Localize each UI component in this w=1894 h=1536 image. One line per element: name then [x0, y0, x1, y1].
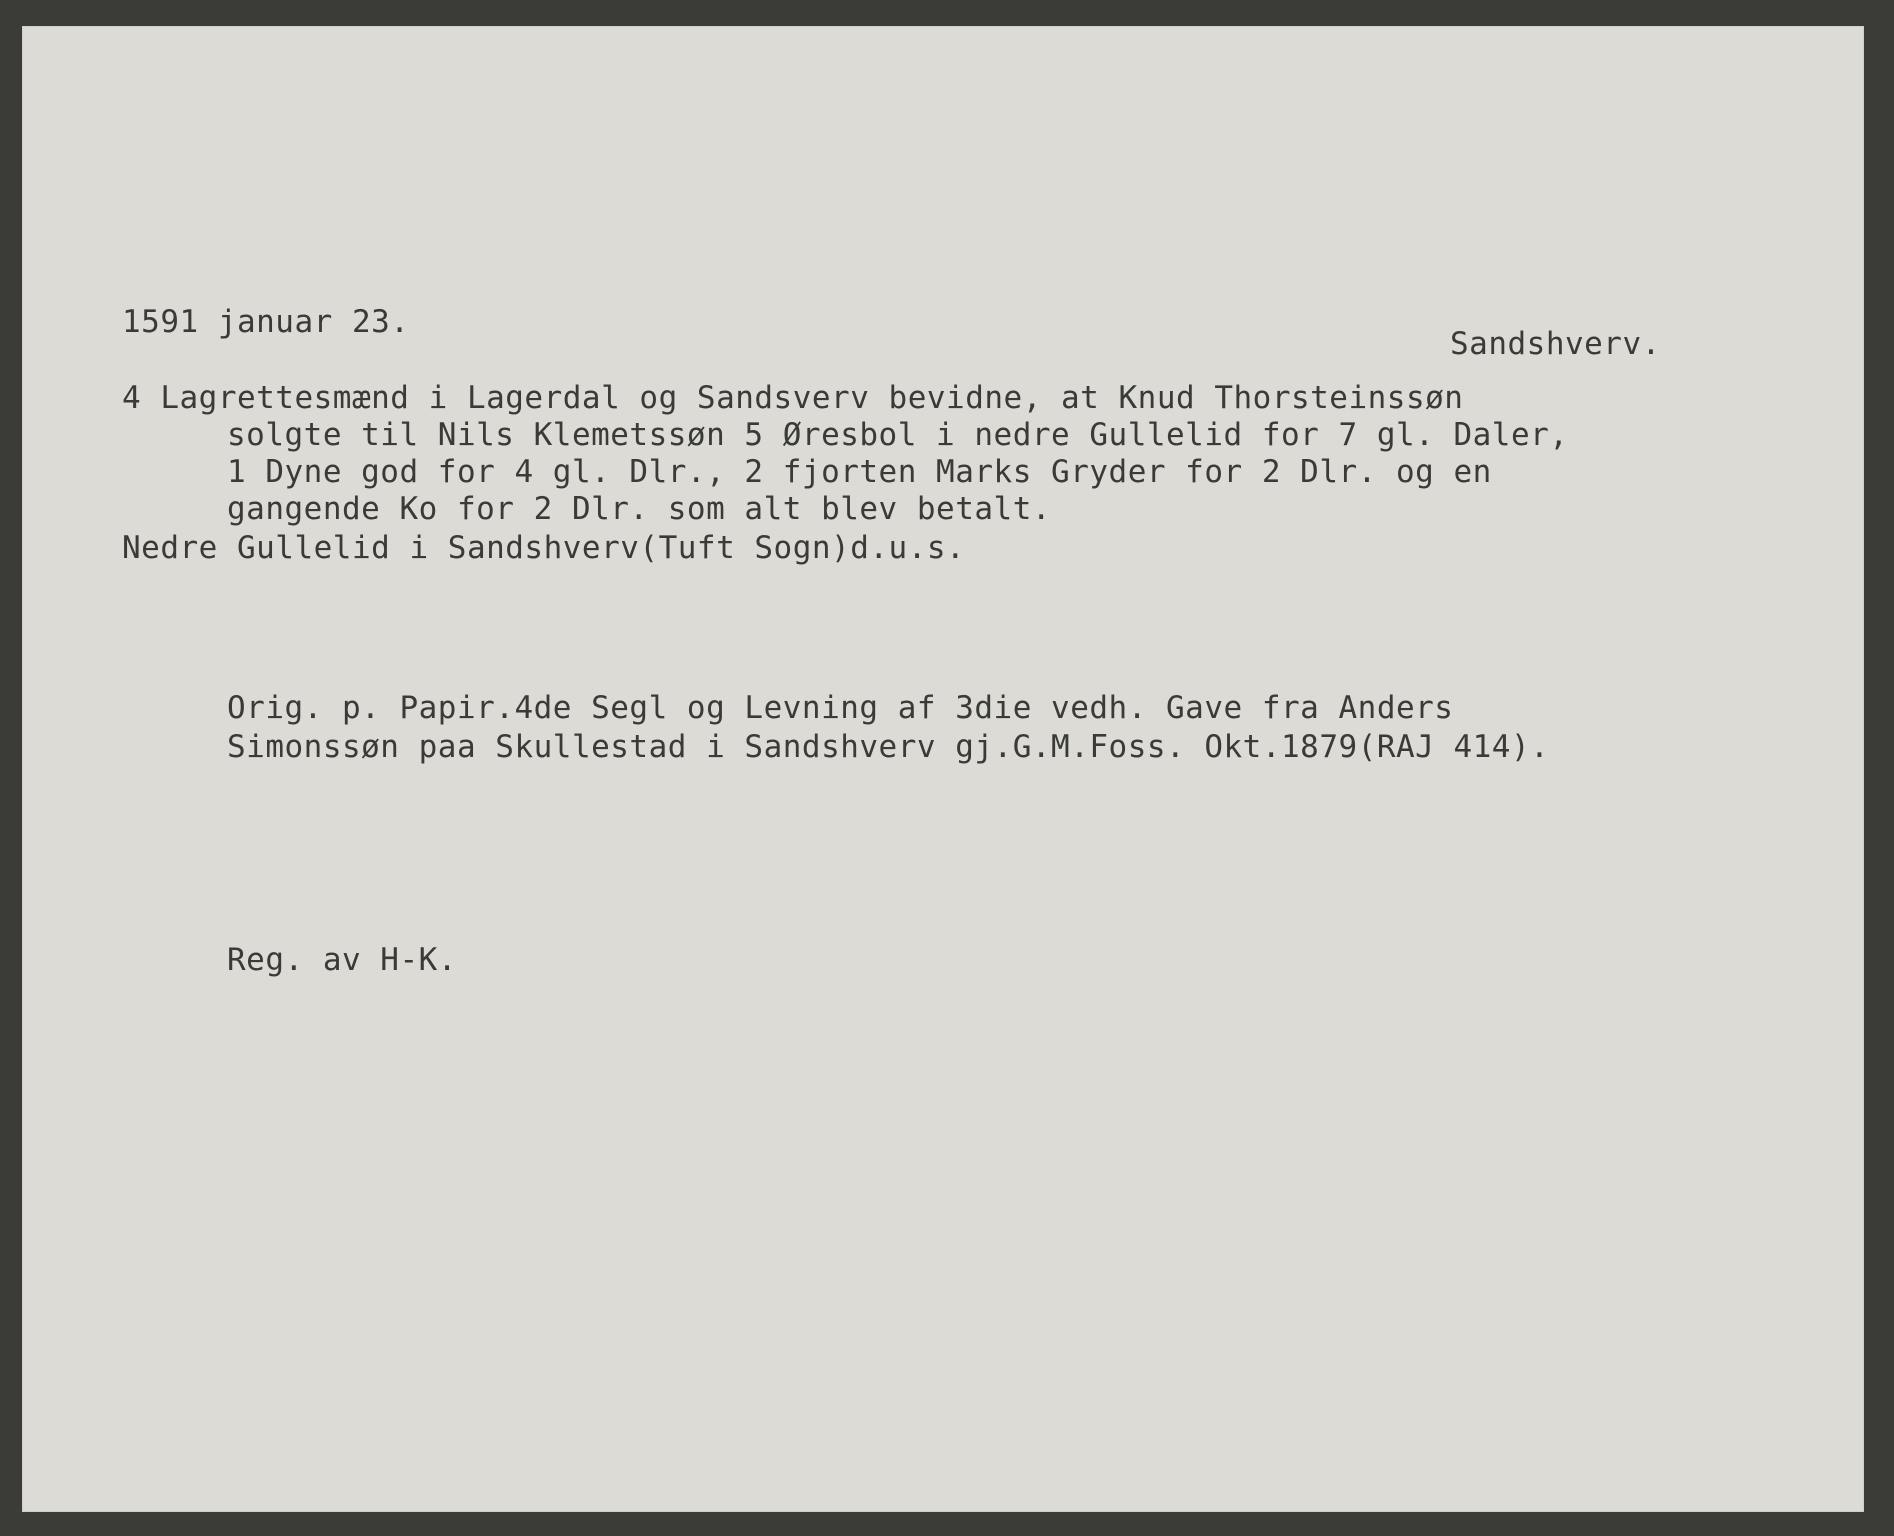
archive-card — [22, 26, 1864, 1512]
summary-line: solgte til Nils Klemetssøn 5 Øresbol i nedre Gullelid for 7 gl. Daler, — [227, 417, 1569, 453]
document-place: Sandshverv. — [1450, 326, 1661, 362]
location-note: Nedre Gullelid i Sandshverv(Tuft Sogn)d.u.s. — [122, 530, 966, 566]
origin-line: Simonssøn paa Skullestad i Sandshverv gj.G.M.Foss. Okt.1879(RAJ 414). — [227, 729, 1550, 765]
registration-note: Reg. av H-K. — [227, 942, 457, 978]
summary-line: 4 Lagrettesmænd i Lagerdal og Sandsverv bevidne, at Knud Thorsteinssøn — [122, 380, 1464, 416]
summary-line: 1 Dyne god for 4 gl. Dlr., 2 fjorten Marks Gryder for 2 Dlr. og en — [227, 454, 1492, 490]
summary-line: gangende Ko for 2 Dlr. som alt blev betalt. — [227, 491, 1052, 527]
origin-line: Orig. p. Papir.4de Segl og Levning af 3die vedh. Gave fra Anders — [227, 690, 1454, 726]
document-date: 1591 januar 23. — [122, 304, 410, 340]
